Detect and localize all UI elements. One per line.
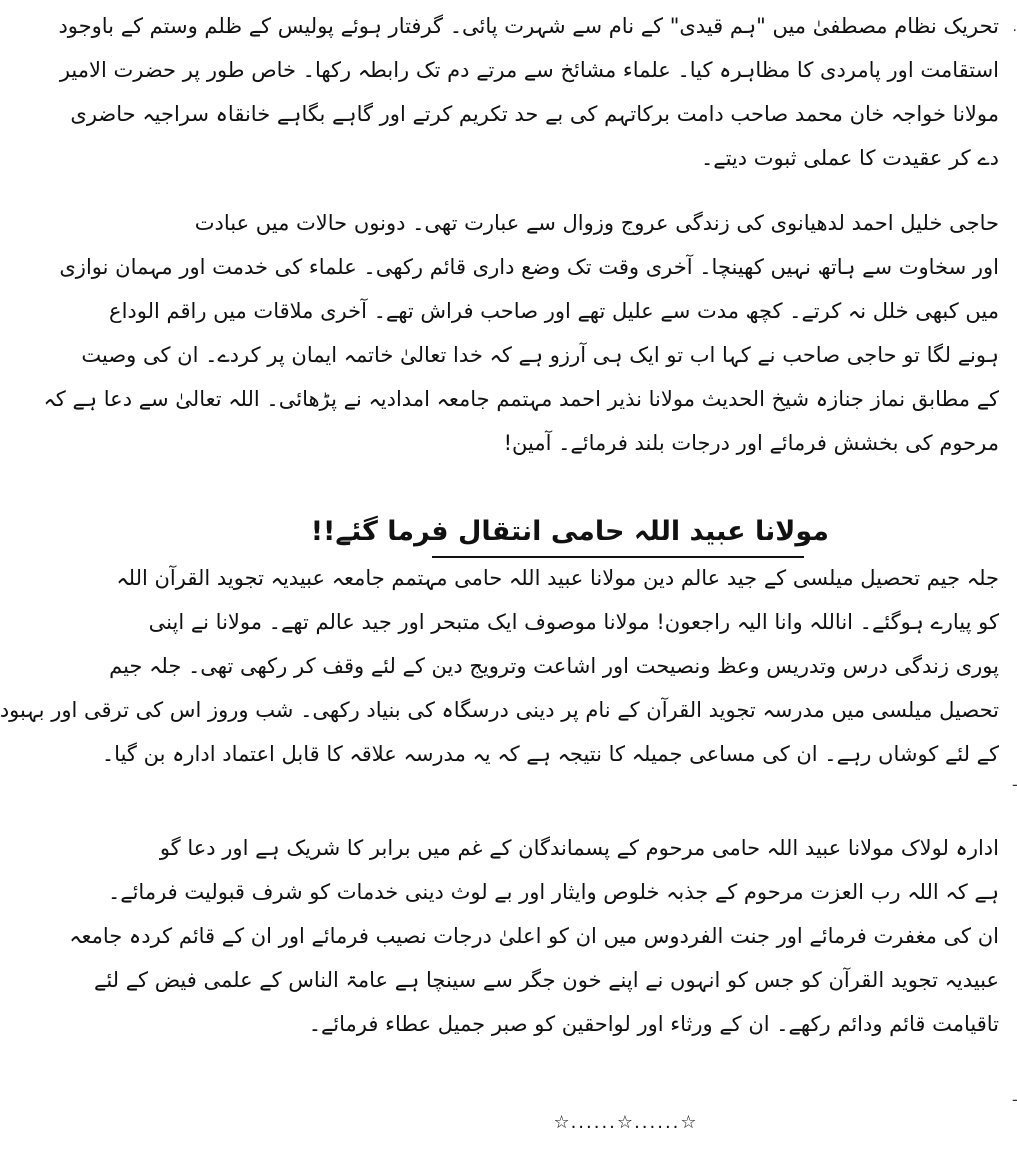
text-line: کے لئے کوشاں رہے۔ ان کی مساعی جمیلہ کا نتیجہ ہے کہ یہ مدرسہ علاقہ کا قابل اعتماد ادارہ بن گیا۔ [101,742,999,766]
text-line: اور سخاوت سے ہاتھ نہیں کھینچا۔ آخری وقت تک وضع داری قائم رکھی۔ علماء کی خدمت اور مہمان نوازی [59,255,999,279]
text-line: مولانا خواجہ خان محمد صاحب دامت برکاتہم کی بے حد تکریم کرتے اور گاہے بگاہے خانقاہ سراجیہ حاضری [70,102,999,126]
obituary-paragraph [0,560,999,780]
star-icon: ☆ [553,1112,571,1133]
condolence-paragraph [69,830,999,1050]
text-line: دے کر عقیدت کا عملی ثبوت دیتے۔ [700,146,999,170]
text-line: حاجی خلیل احمد لدھیانوی کی زندگی عروج وزوال سے عبارت تھی۔ دونوں حالات میں عبادت [194,211,999,235]
text-line: عبیدیہ تجوید القرآن کو جس کو انہوں نے اپنے خون جگر سے سینچا ہے عامۃ الناس کے علمی فیض کے لئے [94,968,999,992]
text-line: استقامت اور پامردی کا مظاہرہ کیا۔ علماء مشائخ سے مرتے دم تک رابطہ رکھا۔ خاص طور پر حضرت الامیر [59,58,999,82]
intro-paragraph [58,8,999,184]
text-line: تحریک نظام مصطفیٰ میں "ہم قیدی" کے نام سے شہرت پائی۔ گرفتار ہوئے پولیس کے ظلم وستم کے باوجود [58,14,999,38]
text-line: کو پیارے ہوگئے۔ اناللہ وانا الیہ راجعون! مولانا موصوف ایک متبحر اور جید عالم تھے۔ مولانا نے اپنی [148,610,999,634]
obituary-heading: مولانا عبید اللہ حامی انتقال فرما گئے!! [310,516,829,547]
star-icon: ☆ [616,1112,635,1133]
margin-mark: . [1012,19,1017,35]
text-line: جلہ جیم تحصیل میلسی کے جید عالم دین مولانا عبید اللہ حامی مہتمم جامعہ عبیدیہ تجوید القرآن اللہ [116,566,999,590]
separator-dots: ...... [634,1112,681,1133]
text-line: میں کبھی خلل نہ کرتے۔ کچھ مدت سے علیل تھے اور صاحب فراش تھے۔ آخری ملاقات میں راقم الوداع [109,299,999,323]
separator-dots: ...... [570,1112,617,1133]
text-line: مرحوم کی بخشش فرمائے اور درجات بلند فرمائے۔ آمین! [503,431,999,455]
star-icon: ☆ [680,1112,698,1133]
text-line: تاقیامت قائم ودائم رکھے۔ ان کے ورثاء اور لواحقین کو صبر جمیل عطاء فرمائے۔ [308,1012,999,1036]
text-line: ان کی مغفرت فرمائے اور جنت الفردوس میں ان کو اعلیٰ درجات نصیب فرمائے اور ان کے قائم کردہ جامعہ [69,924,999,948]
text-line: پوری زندگی درس وتدریس وعظ ونصیحت اور اشاعت وترویج دین کے لئے وقف کر رکھی تھی۔ جلہ جیم [109,654,999,678]
margin-mark: ـ [1012,774,1017,790]
heading-underline [432,556,804,558]
haji-khalil-paragraph [43,205,999,469]
margin-mark: ـ [1012,1089,1017,1105]
text-line: کے مطابق نماز جنازہ شیخ الحدیث مولانا نذیر احمد مہتمم جامعہ امدادیہ نے پڑھائی۔ اللہ تعالیٰ سے دعا ہے کہ [43,387,999,411]
text-line: ہے کہ اللہ رب العزت مرحوم کے جذبہ خلوص وایثار اور بے لوث دینی خدمات کو شرف قبولیت فرمائے۔ [107,880,999,904]
text-line: ہونے لگا تو حاجی صاحب نے کہا اب تو ایک ہی آرزو ہے کہ خدا تعالیٰ خاتمہ ایمان پر کردے۔ ان کی وصیت [81,343,999,367]
text-line: ادارہ لولاک مولانا عبید اللہ حامی مرحوم کے پسماندگان کے غم میں برابر کا شریک ہے اور دعا گو [159,836,999,860]
star-separator [234,1112,1017,1133]
text-line: تحصیل میلسی میں مدرسہ تجوید القرآن کے نام پر دینی درسگاہ کی بنیاد رکھی۔ شب وروز اس کی ترقی اور بہبود [0,698,999,722]
